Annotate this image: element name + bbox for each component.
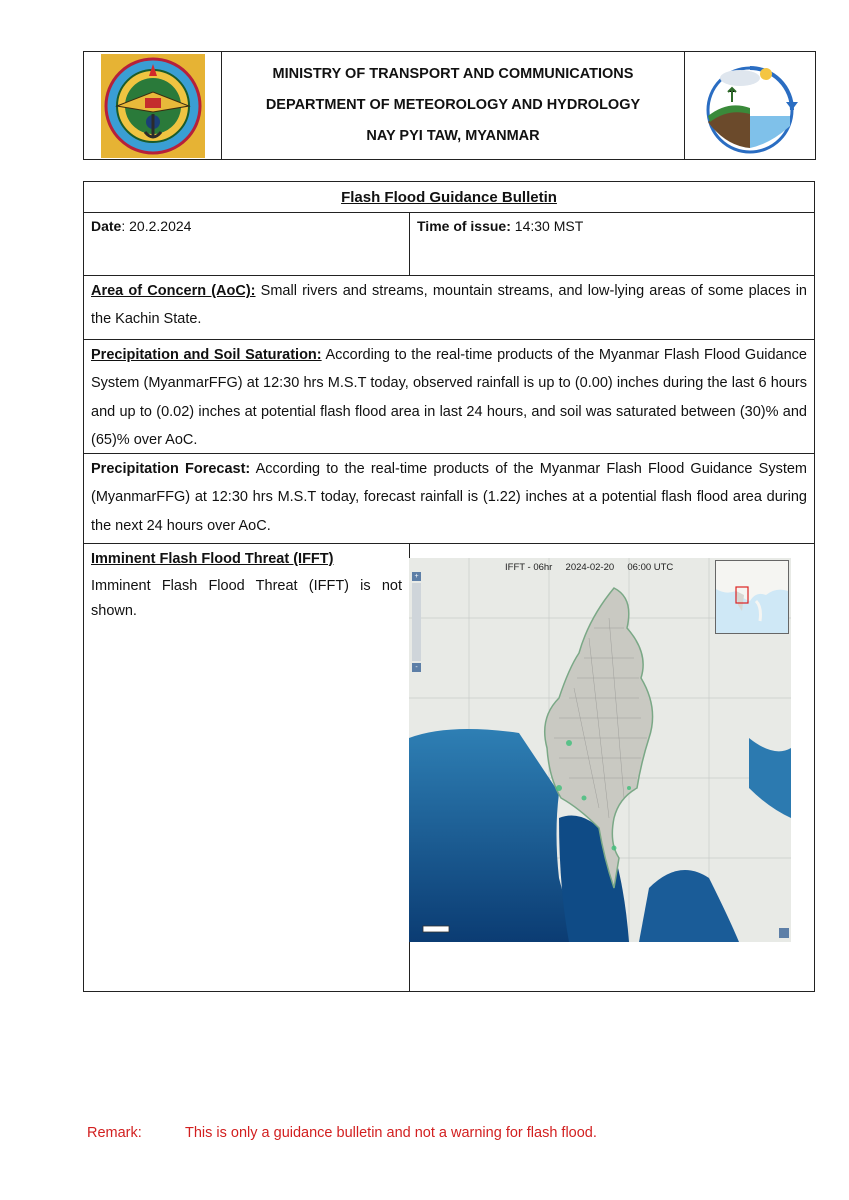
- precip-forecast-row: [84, 454, 814, 544]
- map-date: 2024-02-20: [565, 562, 615, 573]
- ministry-logo-cell: [84, 52, 222, 159]
- map-caption: [505, 562, 673, 573]
- ifft-label: Imminent Flash Flood Threat (IFFT): [91, 551, 334, 567]
- location: NAY PYI TAW, MYANMAR: [366, 128, 540, 144]
- date-label: Date: [91, 218, 122, 234]
- bulletin-title: Flash Flood Guidance Bulletin: [84, 182, 814, 213]
- header-title-cell: [222, 52, 685, 159]
- overview-map[interactable]: [715, 560, 789, 634]
- aoc-text: Small rivers and streams, mountain streams, and low-lying areas of some places in the Kachin State.: [91, 283, 807, 328]
- water-cycle-logo-icon: [698, 56, 802, 156]
- remark-label: Remark:: [87, 1125, 142, 1141]
- map-zoom-controls[interactable]: [412, 572, 421, 674]
- pf-label: Precipitation Forecast:: [91, 461, 251, 477]
- overview-map-image: [716, 561, 788, 633]
- aoc-label: Area of Concern (AoC):: [91, 283, 256, 299]
- date-cell: [84, 213, 410, 275]
- time-cell: [410, 213, 814, 275]
- header-table: [83, 51, 816, 160]
- zoom-out-button[interactable]: -: [412, 663, 421, 672]
- pss-text: According to the real-time products of the Myanmar Flash Flood Guidance System (MyanmarFFG) at 12:30 hrs M.S.T today, observed rainfall is up to (0.00) inches during the last 6 hours and up to (0.02) inches at potential flash flood area in last 24 hours, and soil was saturated between (30)% and (65)% over AoC.: [91, 347, 808, 448]
- precip-soil-row: [84, 340, 814, 454]
- ifft-text: Imminent Flash Flood Threat (IFFT) is not shown.: [91, 578, 402, 619]
- time-label: Time of issue:: [417, 218, 511, 234]
- remark-text: This is only a guidance bulletin and not a warning for flash flood.: [185, 1125, 597, 1141]
- ifft-map: [409, 558, 791, 942]
- area-of-concern-row: [84, 276, 814, 340]
- ministry-name: MINISTRY OF TRANSPORT AND COMMUNICATIONS: [272, 66, 634, 82]
- map-time: 06:00 UTC: [627, 562, 674, 573]
- date-value: : 20.2.2024: [121, 218, 192, 234]
- date-time-row: [84, 213, 814, 276]
- zoom-in-button[interactable]: +: [412, 572, 421, 581]
- map-product: IFFT - 06hr: [505, 562, 553, 573]
- zoom-slider[interactable]: [412, 583, 421, 661]
- pss-label: Precipitation and Soil Saturation:: [91, 347, 322, 363]
- time-value: 14:30 MST: [510, 218, 584, 234]
- ministry-emblem-icon: [101, 54, 205, 158]
- dmh-logo-cell: [685, 52, 815, 159]
- pf-text: According to the real-time products of the Myanmar Flash Flood Guidance System (MyanmarFFG) at 12:30 hrs M.S.T today, forecast rainfall is (1.22) inches at a potential flash flood area during the next 24 hours over AoC.: [91, 461, 808, 534]
- department-name: DEPARTMENT OF METEOROLOGY AND HYDROLOGY: [265, 97, 641, 113]
- ifft-text-cell: [84, 544, 410, 991]
